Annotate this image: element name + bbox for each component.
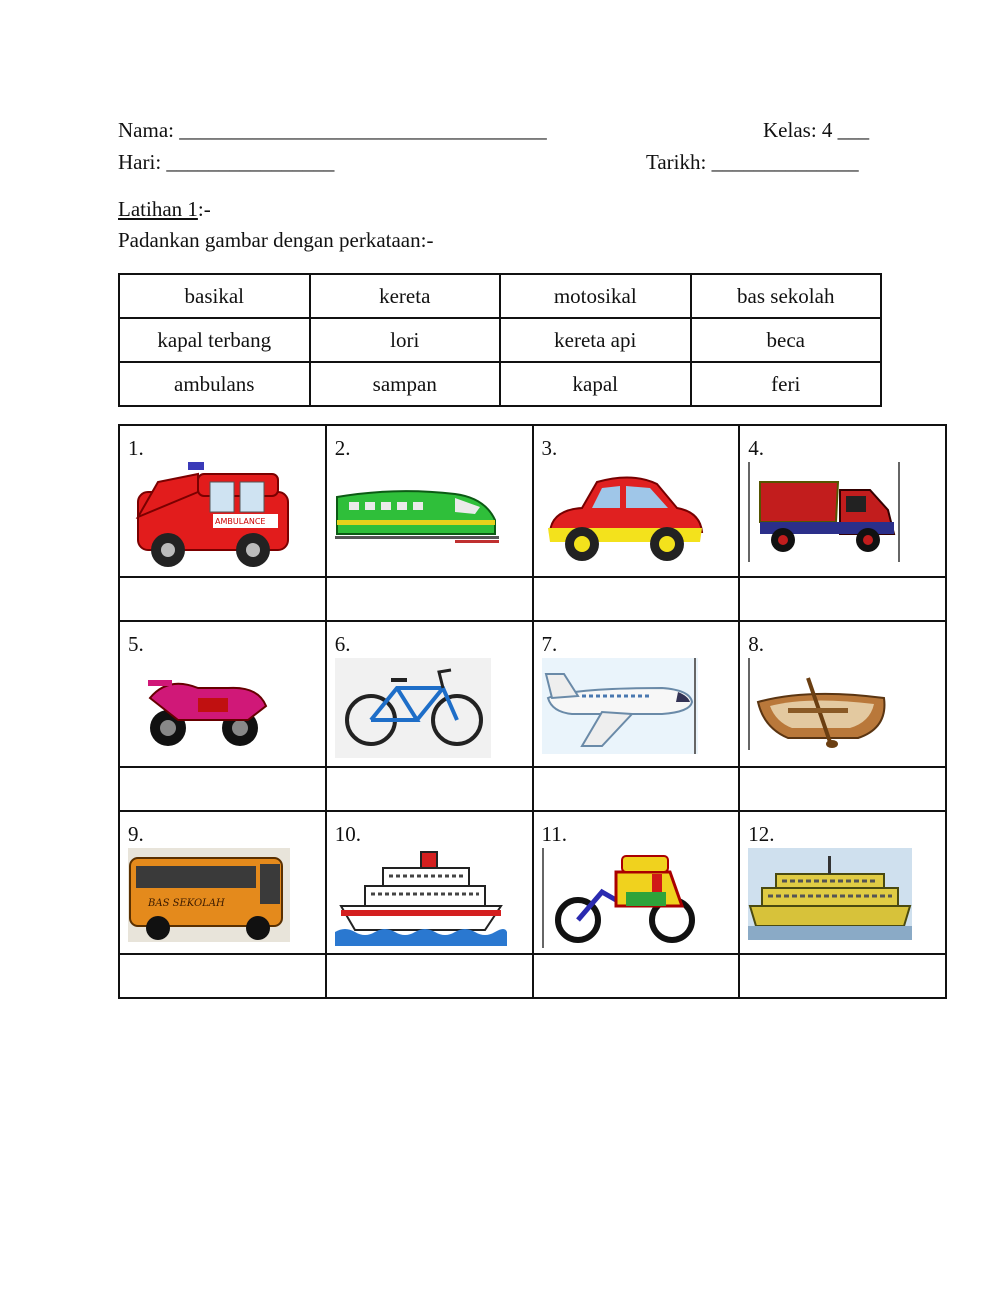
- answer-cell[interactable]: [119, 767, 326, 811]
- answer-row: [119, 954, 946, 998]
- picture-cell: [119, 425, 326, 577]
- answer-row: [119, 767, 946, 811]
- bicycle-icon: [335, 658, 491, 758]
- picture-number: 3.: [541, 436, 558, 460]
- picture-number: 1.: [128, 436, 144, 460]
- picture-grid: [118, 424, 947, 999]
- airplane-icon: [542, 658, 698, 754]
- picture-cell: [739, 621, 946, 767]
- picture-number: 6.: [334, 632, 351, 656]
- picture-number: 12.: [748, 822, 775, 846]
- picture-cell: [739, 811, 946, 954]
- word-cell: kereta: [310, 274, 501, 318]
- picture-cell: [533, 621, 740, 767]
- picture-row: [119, 621, 946, 767]
- word-cell: sampan: [310, 362, 501, 406]
- picture-cell: [533, 425, 740, 577]
- bus-text: BAS SEKOLAH: [148, 898, 225, 909]
- answer-cell[interactable]: [326, 954, 533, 998]
- word-cell: bas sekolah: [691, 274, 882, 318]
- picture-cell: [326, 811, 533, 954]
- word-bank-row: [119, 274, 881, 318]
- answer-cell[interactable]: [533, 767, 740, 811]
- ship-icon: [335, 848, 507, 946]
- tarikh-field: Tarikh: ______________: [646, 150, 859, 174]
- answer-cell[interactable]: [739, 577, 946, 621]
- exercise-title-underlined: Latihan 1: [118, 197, 198, 221]
- word-cell: lori: [310, 318, 501, 362]
- word-cell: motosikal: [500, 274, 691, 318]
- train-icon: [335, 462, 499, 570]
- picture-cell: [119, 811, 326, 954]
- word-bank-row: [119, 318, 881, 362]
- picture-cell: [739, 425, 946, 577]
- ferry-icon: [748, 848, 912, 940]
- school-bus-icon: [128, 848, 290, 942]
- motorcycle-icon: [128, 658, 292, 758]
- word-cell: kapal: [500, 362, 691, 406]
- picture-number: 2.: [334, 436, 351, 460]
- picture-cell: [326, 621, 533, 767]
- word-cell: basikal: [119, 274, 310, 318]
- word-cell: kereta api: [500, 318, 691, 362]
- ambulance-text: AMBULANCE: [215, 517, 266, 526]
- hari-field: Hari: ________________: [118, 150, 335, 174]
- kelas-field: Kelas: 4 ___: [763, 118, 870, 142]
- picture-row: [119, 425, 946, 577]
- picture-cell: [119, 621, 326, 767]
- picture-number: 4.: [748, 436, 764, 460]
- answer-cell[interactable]: [739, 767, 946, 811]
- answer-cell[interactable]: [119, 954, 326, 998]
- picture-number: 8.: [748, 632, 764, 656]
- answer-cell[interactable]: [326, 577, 533, 621]
- answer-cell[interactable]: [739, 954, 946, 998]
- word-cell: feri: [691, 362, 882, 406]
- word-bank-row: [119, 362, 881, 406]
- answer-cell[interactable]: [119, 577, 326, 621]
- nama-field: Nama: ___________________________________: [118, 118, 547, 142]
- boat-icon: [748, 658, 898, 754]
- picture-number: 11.: [541, 822, 567, 846]
- car-icon: [542, 462, 706, 570]
- picture-cell: [533, 811, 740, 954]
- trishaw-icon: [542, 848, 698, 948]
- answer-cell[interactable]: [326, 767, 533, 811]
- exercise-title-suffix: :-: [197, 197, 211, 221]
- word-cell: kapal terbang: [119, 318, 310, 362]
- ambulance-icon: [128, 462, 292, 570]
- picture-number: 7.: [541, 632, 558, 656]
- picture-row: [119, 811, 946, 954]
- word-bank-table: [118, 273, 882, 407]
- answer-row: [119, 577, 946, 621]
- picture-number: 5.: [128, 632, 144, 656]
- picture-number: 10.: [334, 822, 361, 846]
- picture-number: 9.: [128, 822, 144, 846]
- word-cell: beca: [691, 318, 882, 362]
- answer-cell[interactable]: [533, 954, 740, 998]
- word-cell: ambulans: [119, 362, 310, 406]
- lorry-icon: [748, 462, 912, 570]
- exercise-instruction: Padankan gambar dengan perkataan:-: [118, 228, 434, 252]
- picture-cell: [326, 425, 533, 577]
- answer-cell[interactable]: [533, 577, 740, 621]
- exercise-title: [118, 197, 211, 222]
